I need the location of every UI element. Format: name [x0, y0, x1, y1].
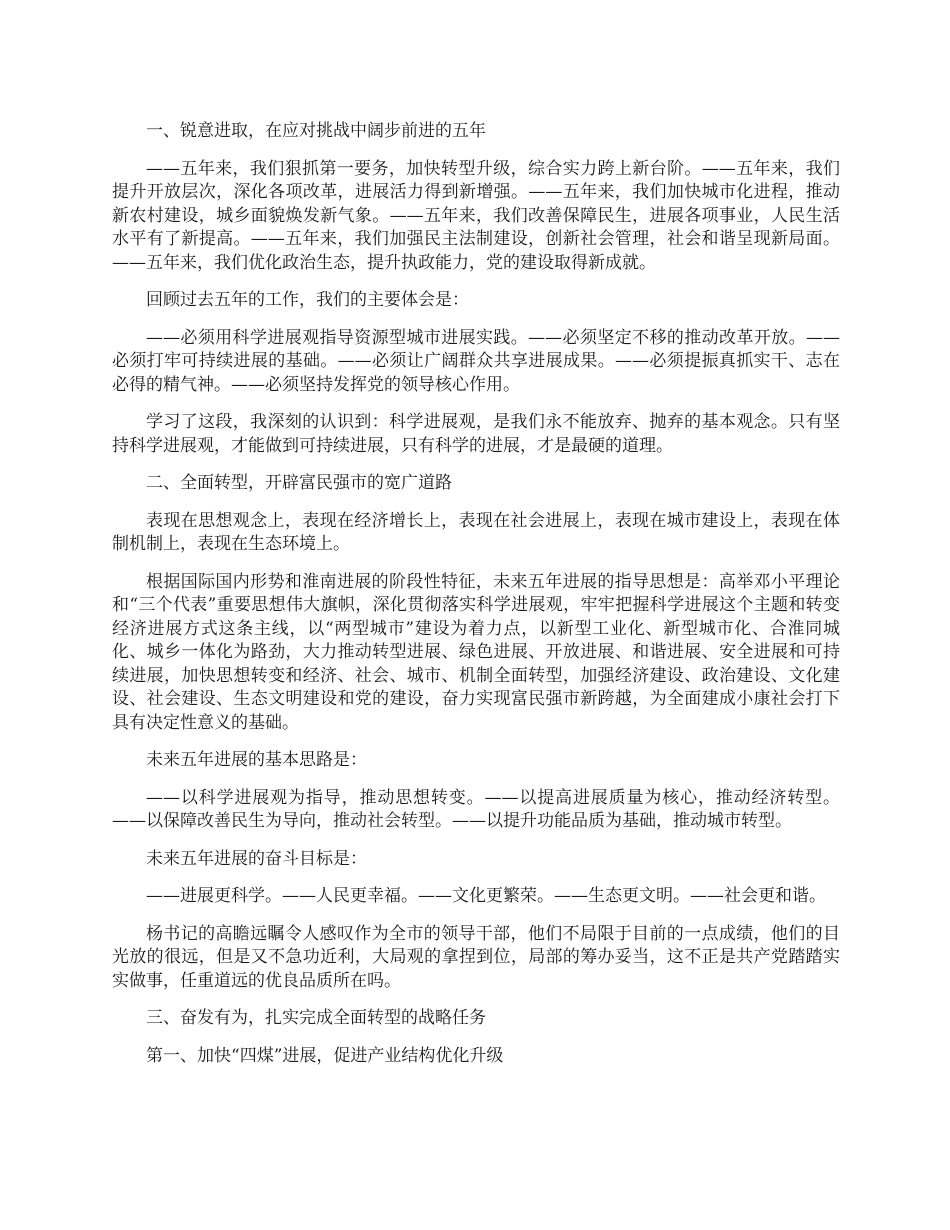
paragraph-basic-approach-list: ——以科学进展观为指导，推动思想转变。——以提高进展质量为核心，推动经济转型。——以保障改善民生为导向，推动社会转型。——以提升功能品质为基础，推动城市转型。	[112, 787, 840, 831]
paragraph-guiding-ideology: 根据国际国内形势和淮南进展的阶段性特征，未来五年进展的指导思想是：高举邓小平理论和“三个代表”重要思想伟大旗帜，深化贯彻落实科学进展观，牢牢把握科学进展这个主题和转变经济进展方式这条主线，以“两型城市”建设为着力点，以新型工业化、新型城市化、合淮同城化、城乡一体化为路劲，大力推动转型进展、绿色进展、开放进展、和谐进展、安全进展和可持续进展，加快思想转变和经济、社会、城市、机制全面转型，加强经济建设、政治建设、文化建设、社会建设、生态文明建设和党的建设，奋力实现富民强市新跨越，为全面建成小康社会打下具有决定性意义的基础。	[112, 571, 840, 733]
paragraph-goals-intro: 未来五年进展的奋斗目标是：	[146, 848, 367, 869]
document-body	[112, 120, 840, 1082]
paragraph-reflection-leadership: 杨书记的高瞻远瞩令人感叹作为全市的领导干部，他们不局限于目前的一点成绩，他们的目光放的很远，但是又不急功近利，大局观的拿捏到位，局部的筹办妥当，这不正是共产党踏踏实实做事，任重道远的优良品质所在吗。	[112, 923, 840, 991]
paragraph-main-experience-list: ——必须用科学进展观指导资源型城市进展实践。——必须坚定不移的推动改革开放。——必须打牢可持续进展的基础。——必须让广阔群众共享进展成果。——必须提振真抓实干、志在必得的精气神。——必须坚持发挥党的领导核心作用。	[112, 327, 840, 395]
paragraph-goals-list: ——进展更科学。——人民更幸福。——文化更繁荣。——生态更文明。——社会更和谐。	[146, 886, 826, 906]
paragraph-main-experience-intro: 回顾过去五年的工作，我们的主要体会是：	[146, 290, 469, 310]
heading-section-3: 三、奋发有为，扎实完成全面转型的战略任务	[146, 1008, 486, 1028]
paragraph-first-task: 第一、加快“四煤”进展，促进产业结构优化升级	[146, 1045, 504, 1066]
heading-section-2: 二、全面转型，开辟富民强市的宽广道路	[146, 473, 452, 493]
paragraph-five-years-achievements: ——五年来，我们狠抓第一要务，加快转型升级，综合实力跨上新台阶。——五年来，我们提升开放层次，深化各项改革，进展活力得到新增强。——五年来，我们加快城市化进程，推动新农村建设，城乡面貌焕发新气象。——五年来，我们改善保障民生，进展各项事业，人民生活水平有了新提高。——五年来，我们加强民主法制建设，创新社会管理，社会和谐呈现新局面。——五年来，我们优化政治生态，提升执政能力，党的建设取得新成就。	[112, 158, 840, 273]
paragraph-basic-approach-intro: 未来五年进展的基本思路是：	[146, 750, 367, 770]
paragraph-reflection-scientific-development: 学习了这段，我深刻的认识到：科学进展观，是我们永不能放弃、抛弃的基本观念。只有坚持科学进展观，才能做到可持续进展，只有科学的进展，才是最硬的道理。	[112, 412, 840, 456]
heading-section-1: 一、锐意进取，在应对挑战中阔步前进的五年	[146, 121, 486, 141]
paragraph-transformation-aspects: 表现在思想观念上，表现在经济增长上，表现在社会进展上，表现在城市建设上，表现在体制机制上，表现在生态环境上。	[112, 510, 840, 554]
